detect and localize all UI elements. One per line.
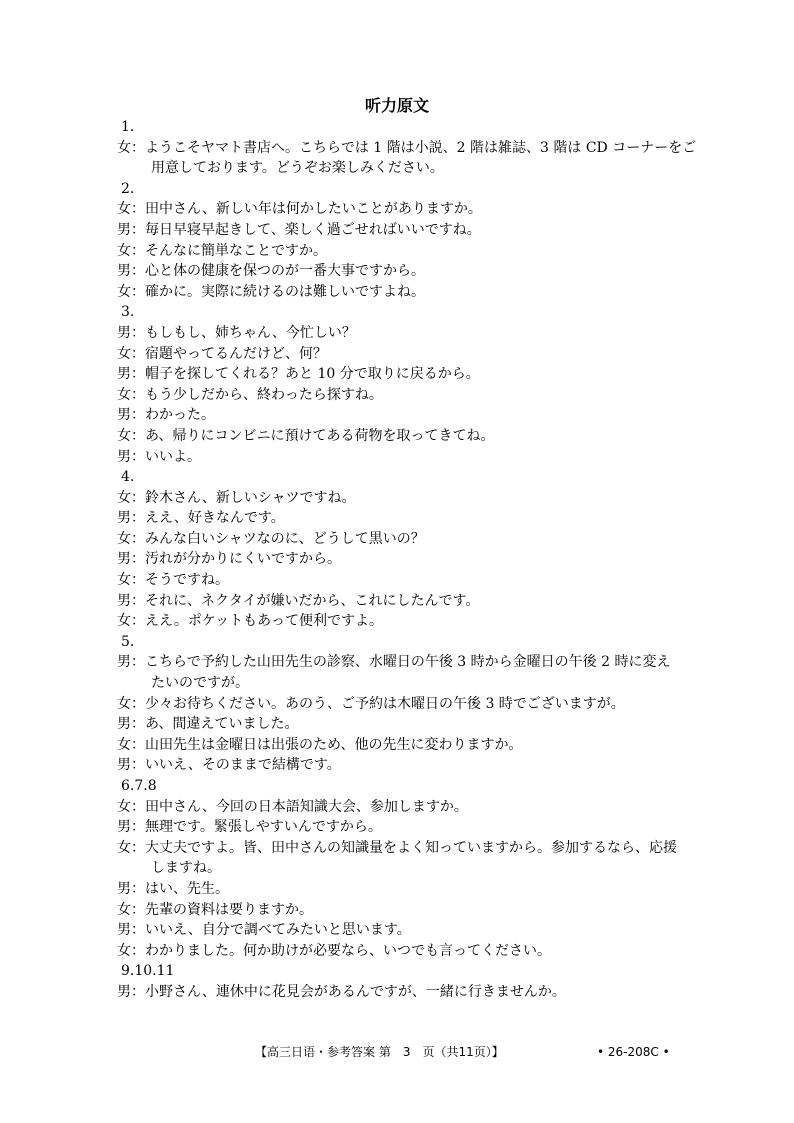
transcript-body xyxy=(117,117,697,1003)
section-number: 1. xyxy=(121,119,135,135)
dialogue-line: 女：田中さん、新しい年は何かしたいことがありますか。 xyxy=(117,201,482,218)
dialogue-line: 男：毎日早寝早起きして、楽しく過ごせればいいですね。 xyxy=(117,221,481,238)
dialogue-line: 女：田中さん、今回の日本語知識大会、参加しますか。 xyxy=(117,798,468,815)
dialogue-line: 男：あ、間違えていました。 xyxy=(117,716,299,733)
dialogue-line: 男：心と体の健康を保つのが一番大事ですから。 xyxy=(117,263,425,280)
dialogue-line: 男：わかった。 xyxy=(117,407,215,424)
dialogue-line-continuation: たいのですが。 xyxy=(151,675,249,692)
page-footer xyxy=(0,1042,794,1062)
section-number: 2. xyxy=(121,180,135,197)
dialogue-line: 女：大丈夫ですよ。皆、田中さんの知識量をよく知っていますから。参加するなら、応援 xyxy=(117,839,677,856)
dialogue-line: 男：いいえ、自分で調べてみたいと思います。 xyxy=(117,922,411,939)
dialogue-line-continuation: しますね。 xyxy=(151,860,221,877)
dialogue-line: 男：汚れが分かりにくいですから。 xyxy=(117,551,341,568)
dialogue-line: 女：ええ。ポケットもあって便利ですよ。 xyxy=(117,613,383,630)
dialogue-line: 女：もう少しだから、終わったら探すね。 xyxy=(117,386,383,403)
dialogue-line: 男：ええ、好きなんです。 xyxy=(117,510,285,527)
dialogue-line: 女：鈴木さん、新しいシャツですね。 xyxy=(117,489,356,506)
footer-page-info: 【高三日语・参考答案 第 3 页（共11页）】 xyxy=(255,1045,504,1059)
section-number: 9.10.11 xyxy=(121,963,175,980)
dialogue-line: 男：こちらで予約した山田先生の診察、水曜日の午後 3 時から金曜日の午後 2 時に変え xyxy=(117,654,671,671)
dialogue-line: 男：もしもし、姉ちゃん、今忙しい？ xyxy=(117,324,356,341)
dialogue-line: 女：あ、帰りにコンビニに預けてある荷物を取ってきてね。 xyxy=(117,427,495,444)
dialogue-line: 女：少々お待ちください。あのう、ご予約は木曜日の午後 3 時でございますが。 xyxy=(117,695,625,712)
dialogue-line: 女：確かに。実際に続けるのは難しいですよね。 xyxy=(117,283,425,300)
dialogue-line: 男：帽子を探してくれる？あと 10 分で取りに戻るから。 xyxy=(117,366,480,383)
footer-code: • 26-208C • xyxy=(597,1045,670,1059)
dialogue-line: 女：ようこそヤマト書店へ。こちらでは 1 階は小説、2 階は雑誌、3 階は CD コーナーをご xyxy=(117,139,697,156)
dialogue-line: 男：いいえ、そのままで結構です。 xyxy=(117,757,341,774)
section-number: 3. xyxy=(121,304,135,321)
page-title: 听力原文 xyxy=(364,96,429,115)
dialogue-line: 男：小野さん、連休中に花見会があるんですが、一緒に行きませんか。 xyxy=(117,983,566,1000)
dialogue-line: 女：先輩の資料は要りますか。 xyxy=(117,901,313,918)
dialogue-line-continuation: 用意しております。どうぞお楽しみください。 xyxy=(151,160,444,177)
dialogue-line: 女：そうですね。 xyxy=(117,572,229,589)
dialogue-line: 男：無理です。緊張しやすいんですから。 xyxy=(117,819,382,836)
section-number: 6.7.8 xyxy=(121,778,157,794)
section-number: 5. xyxy=(121,633,135,650)
dialogue-line: 女：そんなに簡単なことですか。 xyxy=(117,242,327,259)
dialogue-line: 男：はい、先生。 xyxy=(117,880,229,897)
dialogue-line: 女：宿題やってるんだけど、何？ xyxy=(117,345,327,362)
section-number: 4. xyxy=(121,469,135,486)
dialogue-line: 女：山田先生は金曜日は出張のため、他の先生に変わりますか。 xyxy=(117,736,523,753)
dialogue-line: 男：それに、ネクタイが嫌いだから、これにしたんです。 xyxy=(117,592,480,609)
dialogue-line: 女：みんな白いシャツなのに、どうして黒いの？ xyxy=(117,530,425,547)
dialogue-line: 女：わかりました。何か助けが必要なら、いつでも言ってください。 xyxy=(117,942,551,959)
dialogue-line: 男：いいよ。 xyxy=(117,448,201,465)
